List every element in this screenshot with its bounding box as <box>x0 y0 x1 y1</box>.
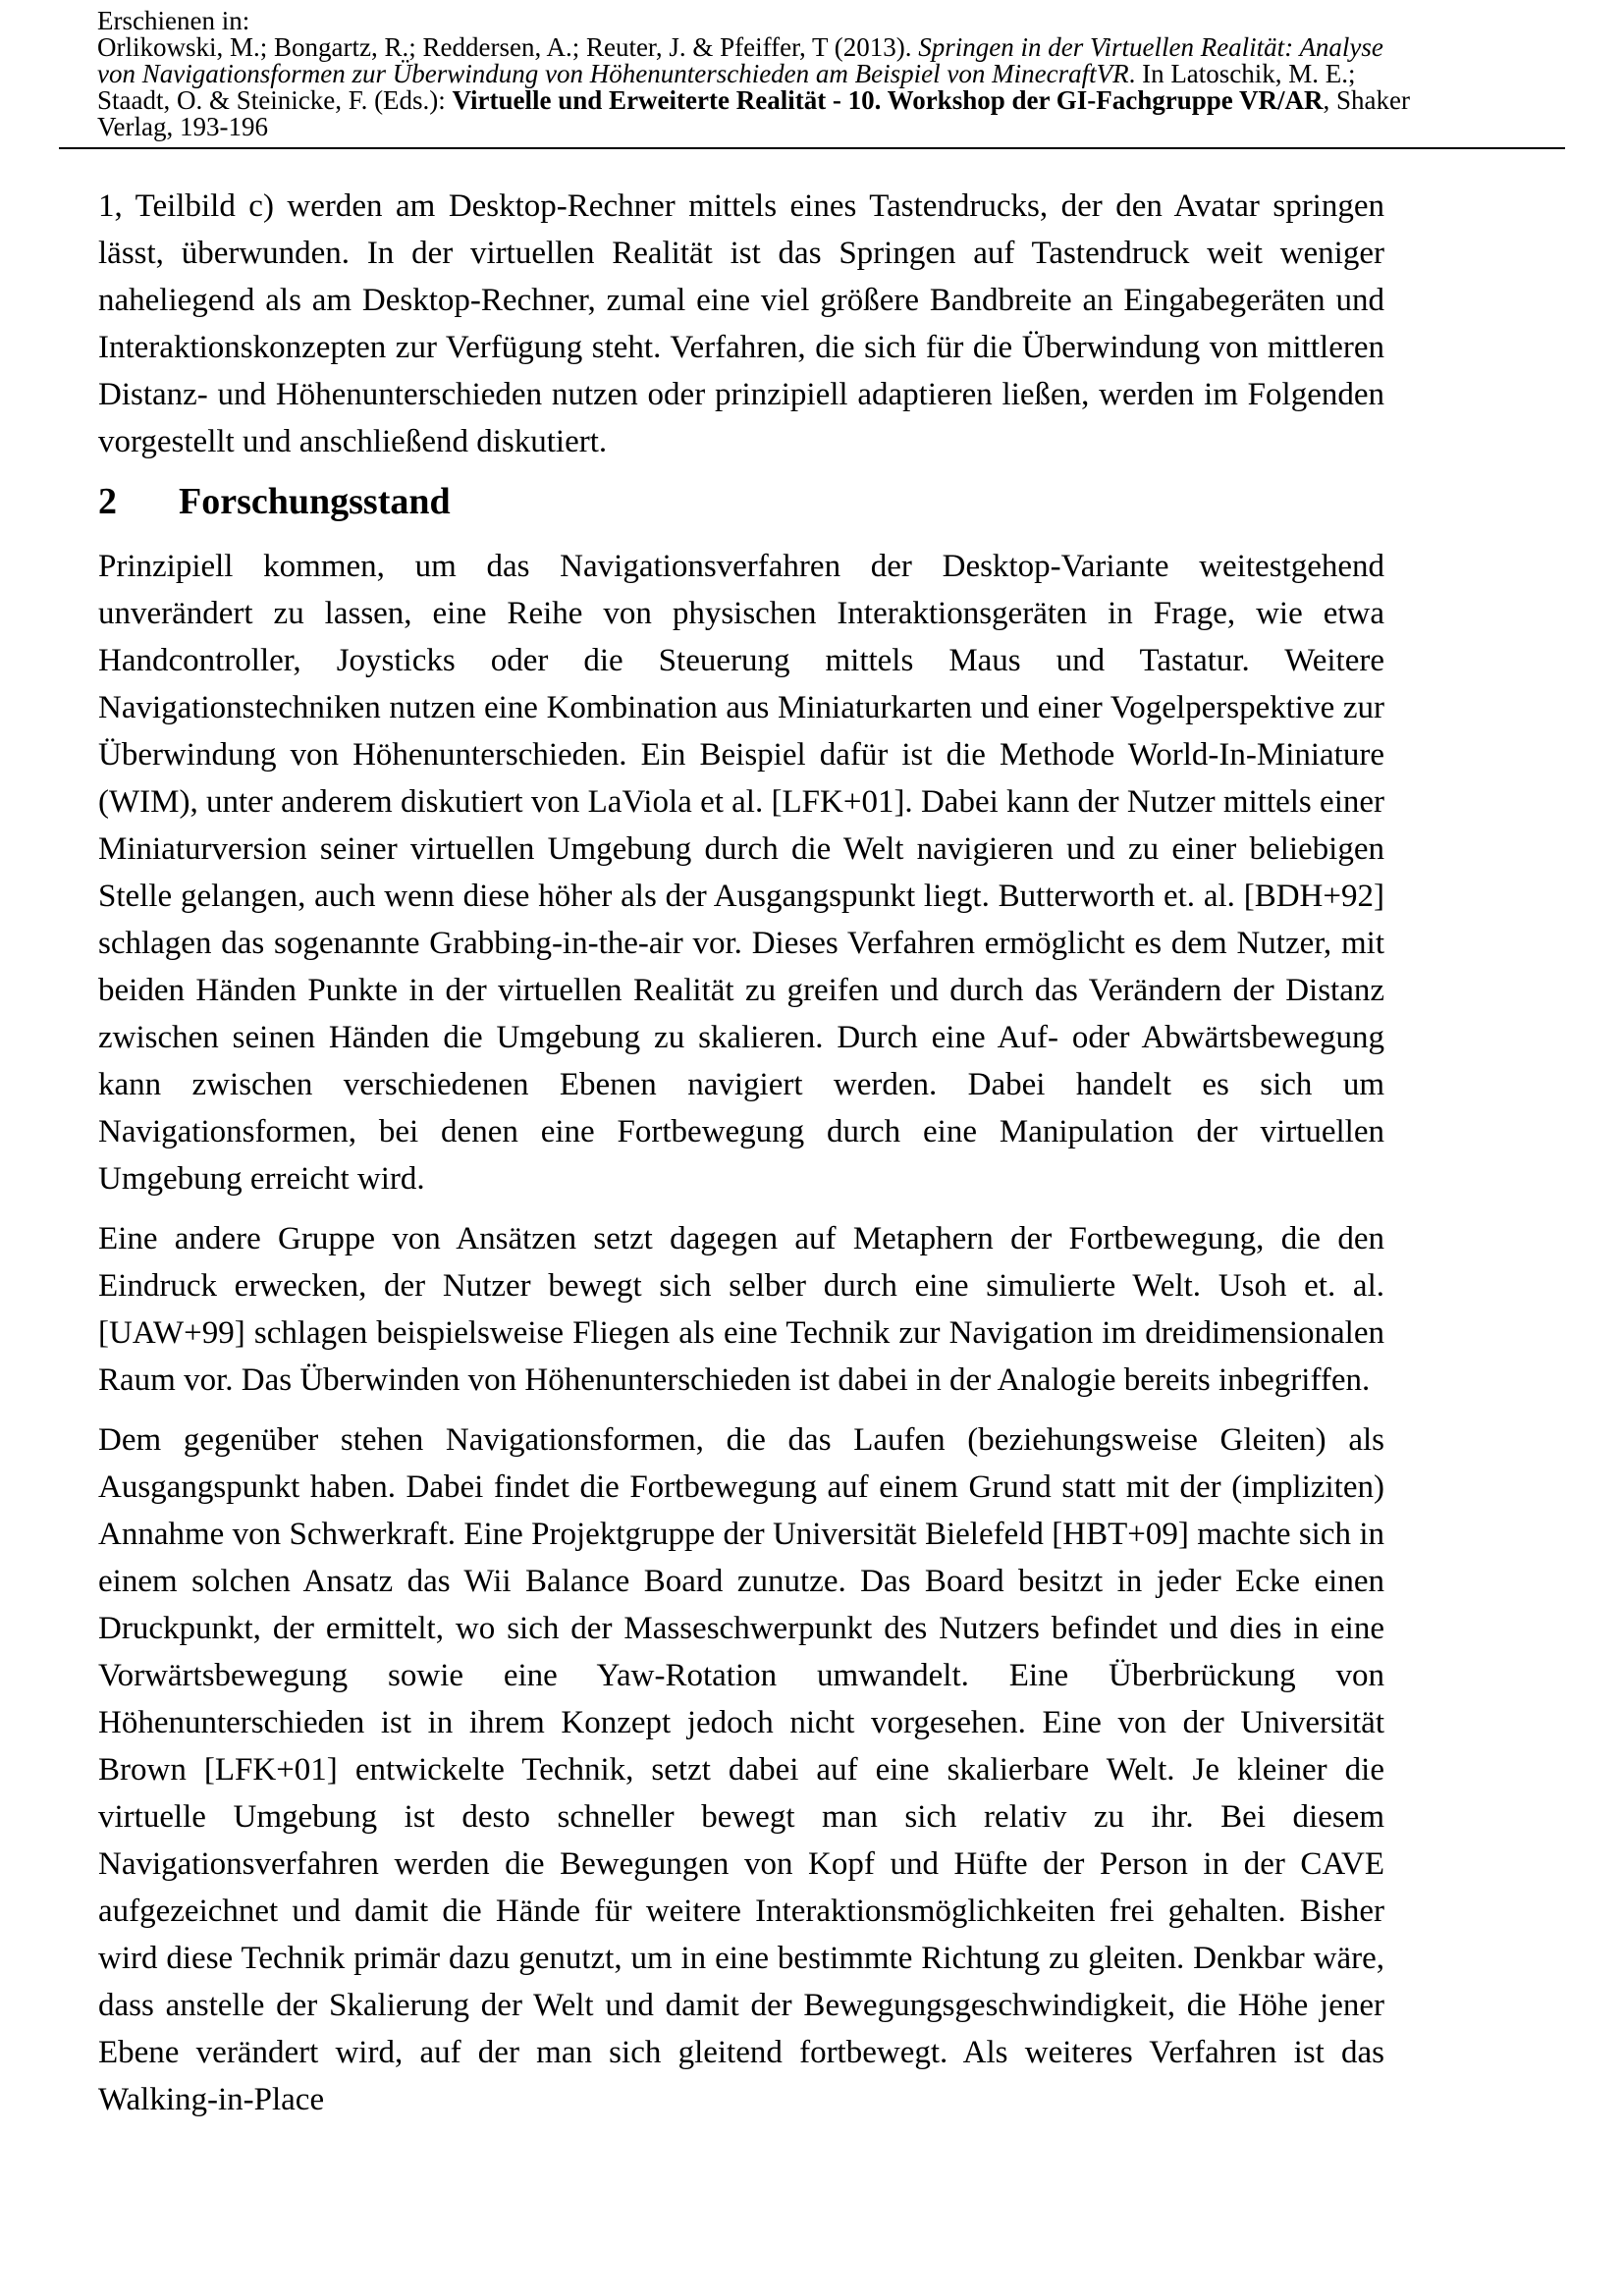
citation-publisher-pages: , Shaker Verlag, 193-196 <box>97 85 1410 141</box>
section-title: Forschungsstand <box>179 481 451 522</box>
page-body <box>98 183 1384 2123</box>
header-divider <box>59 147 1565 149</box>
citation-editors: . In Latoschik, M. E.; Staadt, O. & Steinicke, F. (Eds.): <box>97 59 1356 115</box>
paragraph-intro: 1, Teilbild c) werden am Desktop-Rechner mittels eines Tastendrucks, der den Avatar springen lässt, überwunden. In der virtuellen Realität ist das Springen auf Tastendruck weit weniger naheliegend als am Desktop-Rechner, zumal eine viel größere Bandbreite an Eingabegeräten und Interaktionskonzepten zur Verfügung steht. Verfahren, die sich für die Überwindung von mittleren Distanz- und Höhenunterschieden nutzen oder prinzipiell adaptieren ließen, werden im Folgenden vorgestellt und anschließend diskutiert. <box>98 188 1384 459</box>
publication-header <box>97 8 1418 140</box>
published-in-label: Erschienen in: <box>97 6 250 35</box>
citation <box>97 34 1418 140</box>
citation-paper-title: Springen in der Virtuellen Realität: Analyse von Navigationsformen zur Überwindung von Höhenunterschieden am Beispiel von MinecraftVR <box>97 32 1383 88</box>
citation-proceedings-title: Virtuelle und Erweiterte Realität - 10. Workshop der GI-Fachgruppe VR/AR <box>452 85 1324 115</box>
section-number: 2 <box>98 481 117 522</box>
citation-authors-year: Orlikowski, M.; Bongartz, R.; Reddersen, A.; Reuter, J. & Pfeiffer, T (2013). <box>97 32 919 62</box>
paragraph-research-devices: Prinzipiell kommen, um das Navigationsverfahren der Desktop-Variante weitestgehend unverändert zu lassen, eine Reihe von physischen Interaktionsgeräten in Frage, wie etwa Handcontroller, Joysticks oder die Steuerung mittels Maus und Tastatur. Weitere Navigationstechniken nutzen eine Kombination aus Miniaturkarten und einer Vogelperspektive zur Überwindung von Höhenunterschieden. Ein Beispiel dafür ist die Methode World-In-Miniature (WIM), unter anderem diskutiert von LaViola et al. [LFK+01]. Dabei kann der Nutzer mittels einer Miniaturversion seiner virtuellen Umgebung durch die Welt navigieren und zu einer beliebigen Stelle gelangen, auch wenn diese höher als der Ausgangspunkt liegt. Butterworth et. al. [BDH+92] schlagen das sogenannte Grabbing-in-the-air vor. Dieses Verfahren ermöglicht es dem Nutzer, mit beiden Händen Punkte in der virtuellen Realität zu greifen und durch das Verändern der Distanz zwischen seinen Händen die Umgebung zu skalieren. Durch eine Auf- oder Abwärtsbewegung kann zwischen verschiedenen Ebenen navigiert werden. Dabei handelt es sich um Navigationsformen, bei denen eine Fortbewegung durch eine Manipulation der virtuellen Umgebung erreicht wird. <box>98 549 1384 1197</box>
paragraph-metaphors: Eine andere Gruppe von Ansätzen setzt dagegen auf Metaphern der Fortbewegung, die den Eindruck erwecken, der Nutzer bewegt sich selber durch eine simulierte Welt. Usoh et. al. [UAW+99] schlagen beispielsweise Fliegen als eine Technik zur Navigation im dreidimensionalen Raum vor. Das Überwinden von Höhenunterschieden ist dabei in der Analogie bereits inbegriffen. <box>98 1221 1384 1398</box>
paragraph-walking: Dem gegenüber stehen Navigationsformen, die das Laufen (beziehungsweise Gleiten) als Ausgangspunkt haben. Dabei findet die Fortbewegung auf einem Grund statt mit der (impliziten) Annahme von Schwerkraft. Eine Projektgruppe der Universität Bielefeld [HBT+09] machte sich in einem solchen Ansatz das Wii Balance Board zunutze. Das Board besitzt in jeder Ecke einen Druckpunkt, der ermittelt, wo sich der Masseschwerpunkt des Nutzers befindet und dies in eine Vorwärtsbewegung sowie eine Yaw-Rotation umwandelt. Eine Überbrückung von Höhenunterschieden ist in ihrem Konzept jedoch nicht vorgesehen. Eine von der Universität Brown [LFK+01] entwickelte Technik, setzt dabei auf eine skalierbare Welt. Je kleiner die virtuelle Umgebung ist desto schneller bewegt man sich relativ zu ihr. Bei diesem Navigationsverfahren werden die Bewegungen von Kopf und Hüfte der Person in der CAVE aufgezeichnet und damit die Hände für weitere Interaktionsmöglichkeiten frei gehalten. Bisher wird diese Technik primär dazu genutzt, um in eine bestimmte Richtung zu gleiten. Denkbar wäre, dass anstelle der Skalierung der Welt und damit der Bewegungsgeschwindigkeit, die Höhe jener Ebene verändert wird, auf der man sich gleitend fortbewegt. Als weiteres Verfahren ist das Walking-in-Place <box>98 1422 1384 2117</box>
section-heading <box>98 478 1384 525</box>
